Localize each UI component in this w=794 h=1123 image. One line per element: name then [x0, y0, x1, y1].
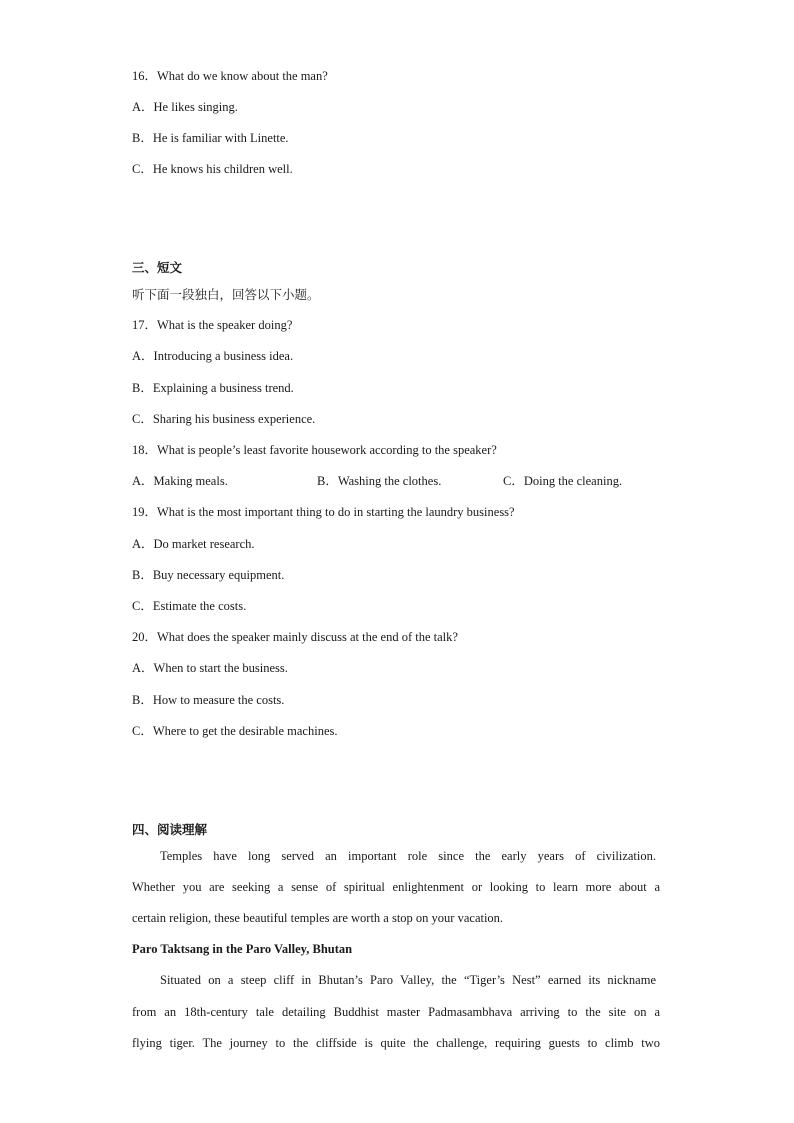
question-16: 16．What do we know about the man? [132, 69, 328, 83]
question-20: 20．What does the speaker mainly discuss at the end of the talk? [132, 630, 458, 644]
section-4-title: 四、阅读理解 [132, 822, 208, 837]
q18-option-b: B．Washing the clothes. [317, 474, 442, 488]
q16-option-b: B．He is familiar with Linette. [132, 131, 289, 145]
section-3-title: 三、短文 [132, 260, 183, 275]
q18-option-a: A．Making meals. [132, 474, 228, 488]
passage-intro-line-3: certain religion, these beautiful temples are worth a stop on your vacation. [132, 911, 504, 925]
q20-option-c: C．Where to get the desirable machines. [132, 724, 338, 738]
q20-option-a: A．When to start the business. [132, 661, 288, 675]
q19-option-b: B．Buy necessary equipment. [132, 568, 285, 582]
passage-para-line-2: from an 18th-century tale detailing Buddhist master Padmasambhava arriving to the site on a [132, 1005, 660, 1019]
q16-option-c: C．He knows his children well. [132, 162, 293, 176]
q17-option-c: C．Sharing his business experience. [132, 412, 316, 426]
q20-option-b: B．How to measure the costs. [132, 693, 285, 707]
passage-intro-line-2: Whether you are seeking a sense of spiritual enlightenment or looking to learn more about a [132, 880, 660, 894]
passage-para-line-1: Situated on a steep cliff in Bhutan’s Paro Valley, the “Tiger’s Nest” earned its nickname [160, 973, 656, 987]
q17-option-a: A．Introducing a business idea. [132, 349, 294, 363]
passage-intro-line-1: Temples have long served an important role since the early years of civilization. [160, 849, 656, 863]
q19-option-c: C．Estimate the costs. [132, 599, 247, 613]
q19-option-a: A．Do market research. [132, 537, 255, 551]
q17-option-b: B．Explaining a business trend. [132, 381, 294, 395]
question-17: 17．What is the speaker doing? [132, 318, 293, 332]
section-3-instruction: 听下面一段独白，回答以下小题。 [132, 287, 320, 302]
passage-para-line-3: flying tiger. The journey to the cliffside is quite the challenge, requiring guests to climb two [132, 1036, 660, 1050]
question-19: 19．What is the most important thing to do in starting the laundry business? [132, 505, 515, 519]
question-18: 18．What is people’s least favorite housework according to the speaker? [132, 443, 497, 457]
q18-option-c: C．Doing the cleaning. [503, 474, 623, 488]
q16-option-a: A．He likes singing. [132, 100, 238, 114]
passage-subheading: Paro Taktsang in the Paro Valley, Bhutan [132, 942, 353, 956]
